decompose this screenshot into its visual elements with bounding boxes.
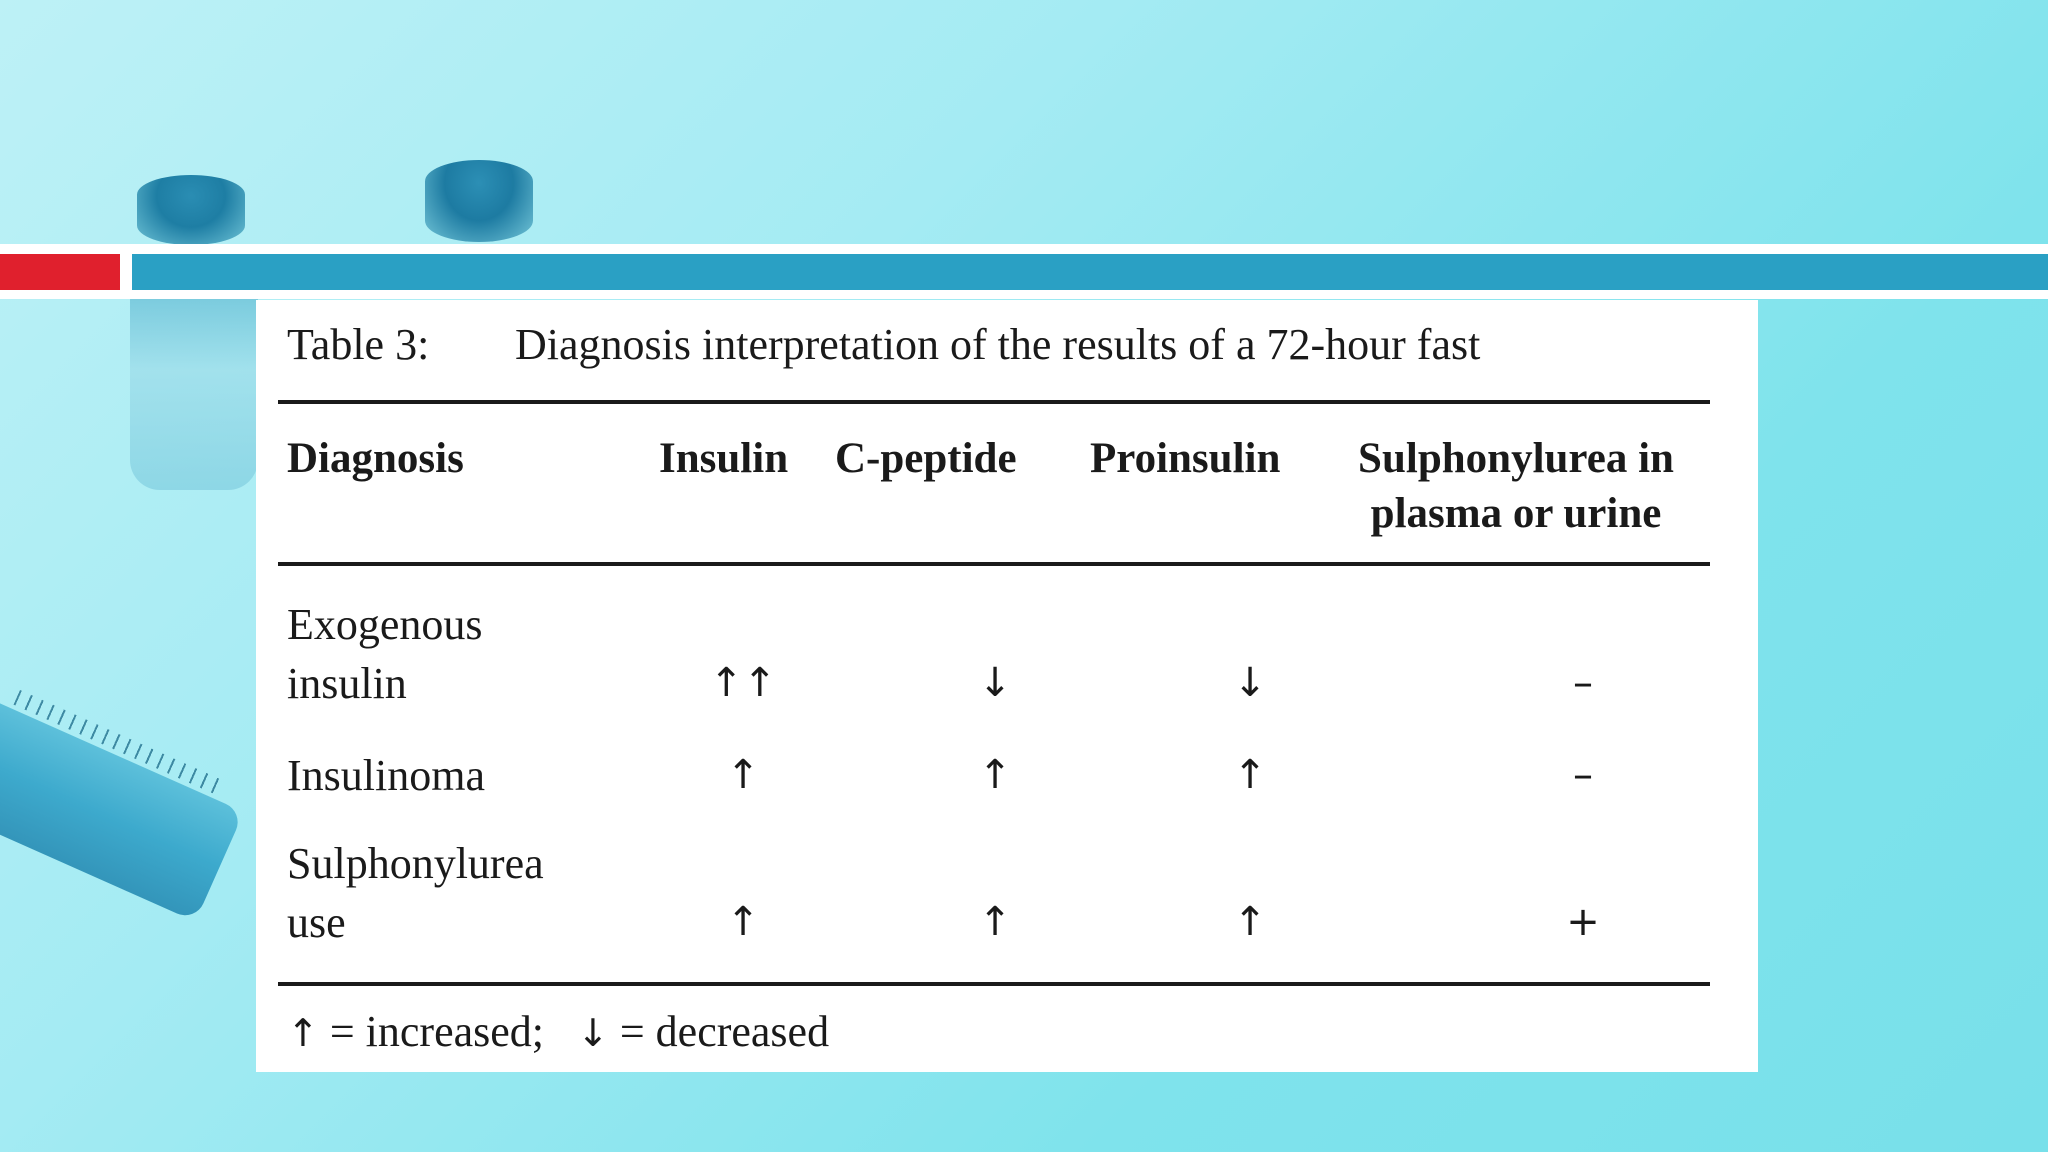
c-peptide-value: ↑ — [978, 899, 1012, 945]
proinsulin-value: ↓ — [1233, 660, 1267, 706]
header-red-accent — [0, 254, 120, 290]
vial-cap-decoration — [425, 160, 533, 242]
sulphonylurea-value: – — [1573, 660, 1593, 706]
table-caption-label: Table 3: — [287, 320, 430, 369]
footnote-increased: = increased; — [318, 1007, 544, 1056]
table-header-rule — [278, 562, 1710, 566]
syringe-decoration — [0, 690, 244, 922]
row-diagnosis-line2: use — [287, 898, 346, 947]
insulin-value: ↑↑ — [709, 660, 777, 706]
table-panel — [256, 300, 1758, 1072]
table-footnote — [287, 1005, 829, 1060]
table-top-rule — [278, 400, 1710, 404]
header-diagnosis: Diagnosis — [287, 435, 464, 482]
c-peptide-value: ↑ — [978, 752, 1012, 798]
header-sulphonylurea-line2: plasma or urine — [1370, 490, 1662, 537]
header-c-peptide: C-peptide — [835, 435, 1017, 482]
table-caption-title: Diagnosis interpretation of the results of a 72-hour fast — [515, 320, 1481, 369]
c-peptide-value: ↓ — [978, 660, 1012, 706]
proinsulin-value: ↑ — [1233, 899, 1267, 945]
header-insulin: Insulin — [659, 435, 789, 482]
header-teal-bar — [132, 254, 2048, 290]
insulin-value: ↑ — [726, 899, 760, 945]
table-caption — [287, 320, 1480, 370]
vial-cap-decoration — [137, 175, 245, 245]
sulphonylurea-value: + — [1566, 899, 1600, 945]
row-diagnosis-line2: insulin — [287, 659, 407, 708]
insulin-value: ↑ — [726, 752, 760, 798]
up-arrow-icon: ↑ — [287, 1011, 319, 1055]
row-diagnosis-line1: Insulinoma — [287, 751, 485, 800]
row-diagnosis-line1: Exogenous — [287, 600, 483, 649]
sulphonylurea-value: – — [1573, 752, 1593, 798]
row-diagnosis-line1: Sulphonylurea — [287, 839, 544, 888]
header-sulphonylurea-line1: Sulphonylurea in — [1358, 435, 1674, 482]
proinsulin-value: ↑ — [1233, 752, 1267, 798]
vial-body-decoration — [130, 290, 258, 490]
footnote-decreased: = decreased — [608, 1007, 830, 1056]
table-bottom-rule — [278, 982, 1710, 986]
down-arrow-icon: ↓ — [577, 1011, 609, 1055]
header-proinsulin: Proinsulin — [1090, 435, 1281, 482]
